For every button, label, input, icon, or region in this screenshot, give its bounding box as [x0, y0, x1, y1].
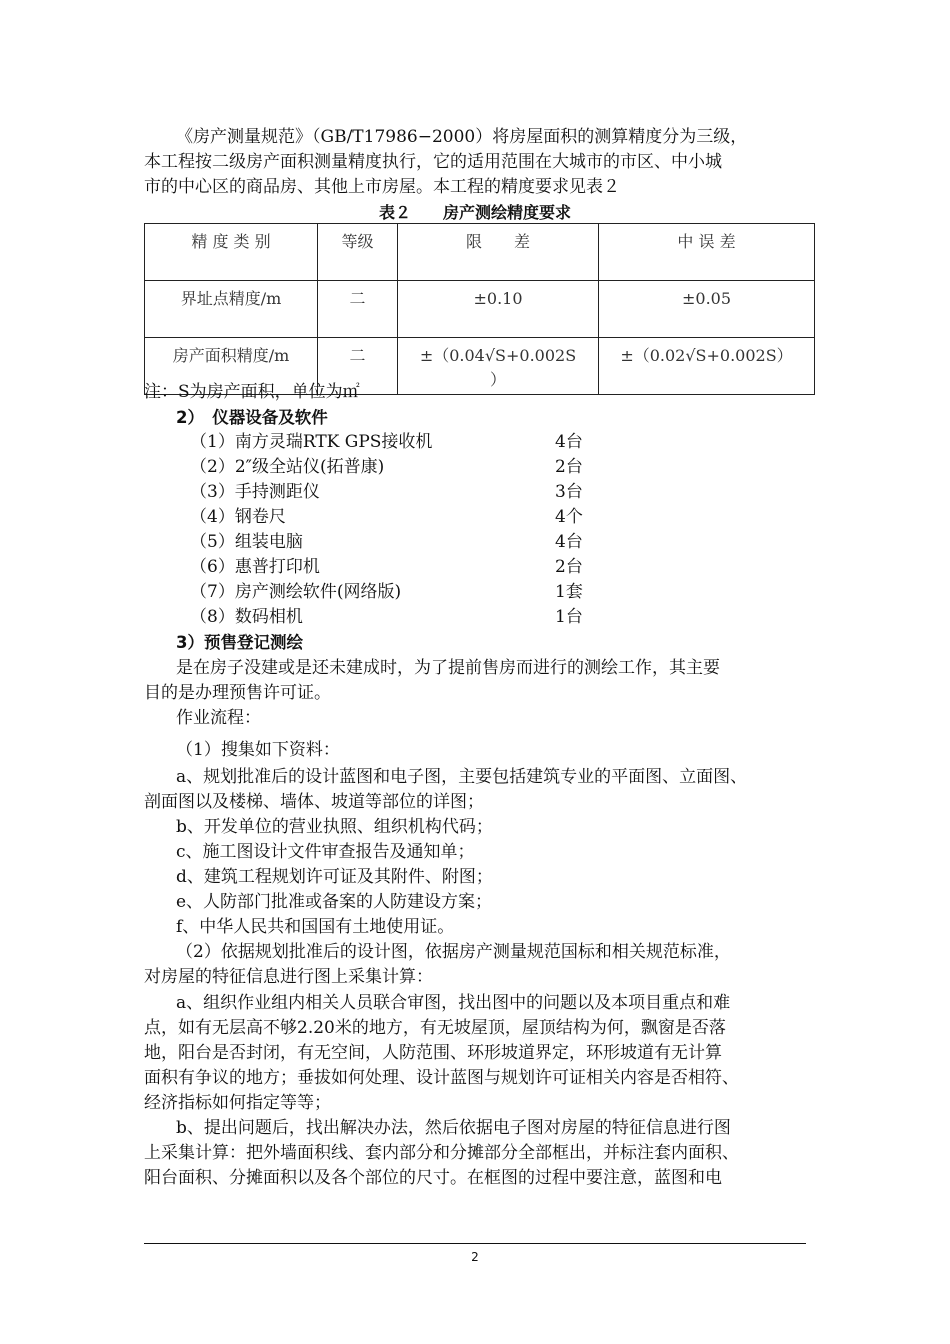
paragraph-line: 点，如有无层高不够2.20米的地方，有无坡屋顶，屋顶结构为何，飘窗是否落 [144, 1018, 726, 1038]
paragraph-line: 是在房子没建或是还未建成时，为了提前售房而进行的测绘工作，其主要 [176, 658, 720, 678]
equipment-item: （5）组装电脑 [190, 532, 303, 552]
table-cell: ±（0.02√S+0.002S） [599, 338, 815, 395]
equipment-qty: 4台 [555, 432, 583, 452]
equipment-item: （6）惠普打印机 [190, 557, 320, 577]
list-item: d、建筑工程规划许可证及其附件、附图； [176, 867, 493, 887]
equipment-qty: 1套 [555, 582, 583, 602]
equipment-qty: 2台 [555, 457, 583, 477]
equipment-item: （1）南方灵瑞RTK GPS接收机 [190, 432, 433, 452]
paragraph-line: 剖面图以及楼梯、墙体、坡道等部位的详图； [144, 792, 484, 812]
paragraph-line: b、提出问题后，找出解决办法，然后依据电子图对房屋的特征信息进行图 [176, 1118, 731, 1138]
page-number: 2 [471, 1250, 479, 1264]
table-cell: 二 [318, 281, 398, 338]
paragraph-line: 经济指标如何指定等等； [144, 1093, 331, 1113]
table-title: 表２ 房产测绘精度要求 [378, 203, 571, 222]
section-heading-presale: 3）预售登记测绘 [176, 633, 303, 652]
paragraph-line: 面积有争议的地方；垂拔如何处理、设计蓝图与规划许可证相关内容是否相符、 [144, 1068, 739, 1088]
workflow-label: 作业流程： [176, 708, 261, 728]
table-header-cell: 限 差 [398, 224, 599, 281]
paragraph-line: a、组织作业组内相关人员联合审图，找出图中的问题以及本项目重点和难 [176, 993, 731, 1013]
footer-divider [144, 1243, 806, 1244]
list-item: f、中华人民共和国国有土地使用证。 [176, 917, 455, 937]
equipment-qty: 1台 [555, 607, 583, 627]
equipment-qty: 2台 [555, 557, 583, 577]
list-item: c、施工图设计文件审查报告及通知单； [176, 842, 475, 862]
paragraph-line: 目的是办理预售许可证。 [144, 683, 331, 703]
paragraph-line: 对房屋的特征信息进行图上采集计算： [144, 967, 433, 987]
equipment-item: （4）钢卷尺 [190, 507, 286, 527]
paragraph-line: 地，阳台是否封闭，有无空间，人防范围、环形坡道界定，环形坡道有无计算 [144, 1043, 722, 1063]
equipment-qty: 4台 [555, 532, 583, 552]
list-item: b、开发单位的营业执照、组织机构代码； [176, 817, 493, 837]
table-header-cell: 精 度 类 别 [145, 224, 318, 281]
table-row [145, 281, 815, 338]
equipment-item: （7）房产测绘软件(网络版) [190, 582, 402, 602]
table-cell: ±（0.04√S+0.002S ） [398, 338, 599, 395]
step-1-heading: （1）搜集如下资料： [176, 740, 340, 760]
equipment-item: （2）2″级全站仪(拓普康) [190, 457, 385, 477]
table-cell: 二 [318, 338, 398, 395]
equipment-item: （3）手持测距仪 [190, 482, 320, 502]
table-header-cell: 中 误 差 [599, 224, 815, 281]
table-cell: 界址点精度/m [145, 281, 318, 338]
table-header-cell: 等级 [318, 224, 398, 281]
paragraph-line: a、规划批准后的设计蓝图和电子图，主要包括建筑专业的平面图、立面图、 [176, 767, 748, 787]
intro-line-2: 本工程按二级房产面积测量精度执行，它的适用范围在大城市的市区、中小城 [144, 152, 722, 172]
table-cell: 房产面积精度/m [145, 338, 318, 395]
step-2-heading: （2）依据规划批准后的设计图，依据房产测量规范国标和相关规范标准， [176, 942, 731, 962]
intro-line-1: 《房产测量规范》（GB/T17986−2000）将房屋面积的测算精度分为三级， [176, 127, 748, 147]
equipment-item: （8）数码相机 [190, 607, 303, 627]
table-cell: ±0.05 [599, 281, 815, 338]
paragraph-line: 上采集计算：把外墙面积线、套内部分和分摊部分全部框出，并标注套内面积、 [144, 1143, 739, 1163]
equipment-qty: 3台 [555, 482, 583, 502]
table-header-row [145, 224, 815, 281]
table-cell: ±0.10 [398, 281, 599, 338]
equipment-qty: 4个 [555, 507, 583, 527]
intro-line-3: 市的中心区的商品房、其他上市房屋。本工程的精度要求见表２ [144, 177, 620, 197]
paragraph-line: 阳台面积、分摊面积以及各个部位的尺寸。在框图的过程中要注意，蓝图和电 [144, 1168, 722, 1188]
list-item: e、人防部门批准或备案的人防建设方案； [176, 892, 493, 912]
accuracy-table [144, 223, 815, 395]
section-heading-equipment: 2） 仪器设备及软件 [176, 408, 328, 427]
table-note: 注：S为房产面积，单位为㎡ [144, 382, 360, 402]
